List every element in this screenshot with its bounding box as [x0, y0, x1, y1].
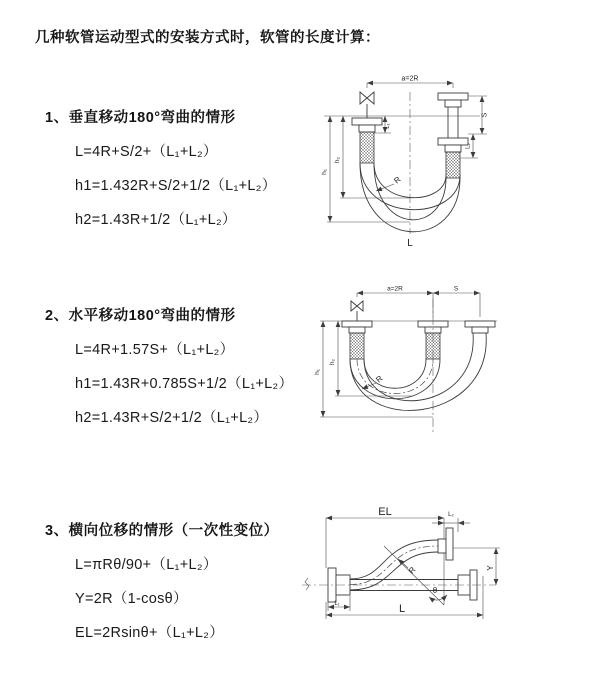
dim-label-L2: L₂ — [465, 143, 472, 149]
dim-label-Y: Y — [486, 565, 495, 571]
dim-label-S: S — [453, 285, 459, 293]
page-title: 几种软管运动型式的安装方式时，软管的长度计算： — [35, 30, 380, 46]
dim-label-a2r: a=2R — [387, 285, 403, 293]
moving-flange-right — [465, 321, 495, 333]
section-lateral-displacement — [45, 519, 279, 642]
dim-label-R: R — [406, 565, 418, 576]
formula-h2: h2=1.43R+1/2（L₁+L₂） — [75, 212, 237, 228]
dim-label-theta: θ — [432, 586, 438, 595]
formula-length: L=4R+1.57S+（L₁+L₂） — [75, 342, 235, 358]
formula-y: Y=2R（1-cosθ） — [75, 591, 188, 607]
diagram-horizontal-180-bend — [312, 284, 600, 446]
dimension-S — [468, 96, 489, 134]
dim-label-L1: L₁ — [334, 601, 340, 607]
dimension-a2r — [367, 76, 453, 89]
dim-label-L2: L₂ — [448, 512, 454, 518]
valve-icon — [360, 92, 374, 118]
dim-label-h2: h₂ — [334, 156, 341, 164]
moving-flange-right — [438, 93, 468, 178]
fixed-flange-left — [342, 321, 372, 359]
formula-h1: h1=1.432R+S/2+1/2（L₁+L₂） — [75, 178, 277, 194]
section-3-heading: 3、横向位移的情形（一次性变位） — [45, 523, 279, 539]
diagram-lateral-displacement — [300, 506, 596, 638]
braided-hose-section — [350, 333, 364, 359]
hose-u-bends — [350, 333, 486, 410]
dim-label-L: L — [398, 603, 406, 615]
dim-label-EL: EL — [378, 506, 392, 518]
dimension-a2r — [357, 286, 480, 318]
formula-el: EL=2Rsinθ+（L₁+L₂） — [75, 625, 225, 641]
dim-label-h1: h₁ — [321, 169, 328, 175]
hose-s-curve-displaced — [350, 540, 438, 590]
dimension-h1 — [314, 321, 433, 417]
radius-construction — [384, 546, 444, 605]
fixed-flange-left — [352, 118, 382, 163]
dim-label-a2r: a=2R — [401, 75, 419, 83]
upper-flange — [438, 528, 453, 560]
dimension-S — [433, 286, 480, 294]
section-horizontal-movement — [45, 304, 293, 427]
diagram-vertical-180-bend — [312, 72, 600, 256]
section-1-heading: 1、垂直移动180°弯曲的情形 — [45, 110, 236, 126]
formula-length: L=4R+S/2+（L₁+L₂） — [75, 144, 218, 160]
break-mark — [305, 578, 309, 590]
dim-label-L1: L₁ — [385, 123, 391, 129]
dim-label-L: L — [407, 238, 413, 249]
dim-label-h2: h₂ — [329, 358, 336, 366]
section-vertical-movement — [45, 106, 277, 229]
section-2-heading: 2、水平移动180°弯曲的情形 — [45, 308, 236, 324]
dim-label-R: R — [374, 373, 385, 385]
formula-h2: h2=1.43R+S/2+1/2（L₁+L₂） — [75, 410, 269, 426]
braided-hose-section — [360, 132, 374, 163]
dim-label-S: S — [481, 112, 489, 118]
formula-length: L=πRθ/90+（L₁+L₂） — [75, 557, 218, 573]
formula-h1: h1=1.43R+0.785S+1/2（L₁+L₂） — [75, 376, 294, 392]
braided-hose-section — [446, 152, 460, 178]
valve-icon — [351, 301, 363, 321]
dim-label-R: R — [392, 174, 403, 186]
dim-label-h1: h₁ — [314, 369, 321, 375]
dimension-h2 — [329, 321, 412, 396]
